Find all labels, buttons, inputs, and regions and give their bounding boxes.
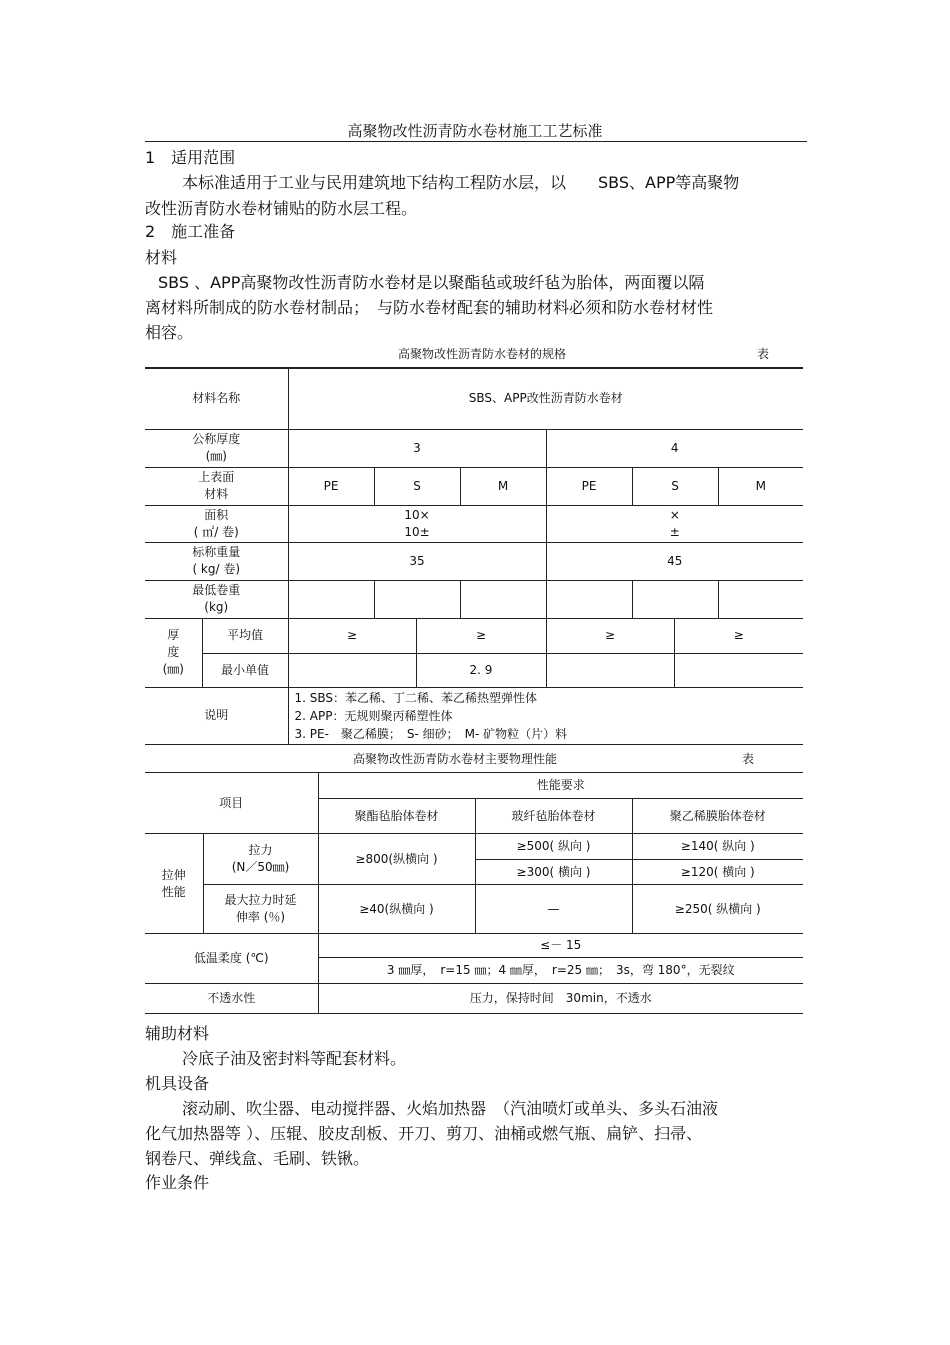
section-2-heading: 2 施工准备 xyxy=(145,222,236,241)
document-title: 高聚物改性沥青防水卷材施工工艺标准 xyxy=(347,122,603,140)
spec-minroll-cell xyxy=(288,580,374,618)
prop-col-pe: 聚乙稀膜胎体卷材 xyxy=(632,799,803,834)
spec-avg-label: 平均值 xyxy=(202,618,288,653)
spec-avg-cell: ≥ xyxy=(546,618,674,653)
spec-note-line: 3. PE- 聚乙稀膜； S- 细砂； M- 矿物粒（片）料 xyxy=(294,726,568,741)
table1-caption-suffix: 表 xyxy=(757,347,770,361)
section-1-paragraph-line1: 本标准适用于工业与民用建筑地下结构工程防水层，以 SBS、APP等高聚物 xyxy=(182,173,740,192)
prop-item-label: 项目 xyxy=(145,773,318,834)
spec-minroll-cell xyxy=(374,580,460,618)
prop-lowtemp-value: ≤－ 15 xyxy=(318,934,803,958)
spec-header-name: 材料名称 xyxy=(145,368,288,429)
spec-weight-4: 45 xyxy=(546,542,803,580)
prop-col-glass: 玻纤毡胎体卷材 xyxy=(475,799,632,834)
prop-force-glass-trans: ≥300( 横向 ) xyxy=(475,860,632,885)
spec-surface-cell: M xyxy=(460,467,546,505)
spec-minroll-cell xyxy=(718,580,803,618)
spec-surface-cell: PE xyxy=(288,467,374,505)
spec-table xyxy=(145,367,803,745)
tools-paragraph-line3: 钢卷尺、弹线盒、毛刷、铁锹。 xyxy=(145,1149,370,1168)
spec-surface-cell: S xyxy=(374,467,460,505)
materials-heading: 材料 xyxy=(145,248,178,267)
aux-materials-paragraph: 冷底子油及密封料等配套材料。 xyxy=(182,1049,407,1068)
section-1-paragraph-line2: 改性沥青防水卷材铺贴的防水层工程。 xyxy=(145,199,418,218)
spec-avg-cell: ≥ xyxy=(288,618,416,653)
spec-surface-cell: S xyxy=(632,467,718,505)
spec-area-3: 10× 10± xyxy=(288,505,546,542)
prop-force-label: 拉力 (N／50㎜) xyxy=(203,834,318,885)
aux-materials-heading: 辅助材料 xyxy=(145,1024,210,1043)
spec-area-label: 面积 ( ㎡/ 卷) xyxy=(145,505,288,542)
spec-area-4: × ± xyxy=(546,505,803,542)
table2-caption: 高聚物改性沥青防水卷材主要物理性能 xyxy=(353,752,558,766)
prop-force-glass-long: ≥500( 纵向 ) xyxy=(475,834,632,860)
tools-paragraph-line2: 化气加热器等 ）、压辊、胶皮刮板、开刀、剪刀、油桶或燃气瓶、扁铲、扫帚、 xyxy=(145,1124,703,1143)
spec-minroll-cell xyxy=(632,580,718,618)
materials-paragraph-line2: 离材料所制成的防水卷材制品； 与防水卷材配套的辅助材料必须和防水卷材材性 xyxy=(145,298,714,317)
prop-elong-glass: — xyxy=(475,885,632,934)
prop-force-polyester: ≥800(纵横向 ) xyxy=(318,834,475,885)
prop-tensile-label: 拉伸 性能 xyxy=(145,834,203,934)
spec-weight-3: 35 xyxy=(288,542,546,580)
property-table xyxy=(145,772,803,1014)
spec-thickness-3: 3 xyxy=(288,429,546,467)
spec-surface-cell: PE xyxy=(546,467,632,505)
spec-minroll-cell xyxy=(546,580,632,618)
prop-perf-label: 性能要求 xyxy=(318,773,803,799)
spec-note-line: 2. APP：无规则聚丙稀塑性体 xyxy=(294,708,453,723)
table1-caption: 高聚物改性沥青防水卷材的规格 xyxy=(398,347,567,361)
spec-avg-cell: ≥ xyxy=(674,618,803,653)
materials-paragraph-line1: SBS 、APP高聚物改性沥青防水卷材是以聚酯毡或玻纤毡为胎体，两面覆以隔 xyxy=(158,273,705,292)
prop-elong-polyester: ≥40(纵横向 ) xyxy=(318,885,475,934)
prop-impermeable-label: 不透水性 xyxy=(145,984,318,1014)
spec-min-label: 最小单值 xyxy=(202,653,288,687)
section-1-heading: 1 适用范围 xyxy=(145,148,236,167)
spec-minroll-label: 最低卷重 (kg) xyxy=(145,580,288,618)
tools-heading: 机具设备 xyxy=(145,1074,210,1093)
work-conditions-heading: 作业条件 xyxy=(145,1173,210,1192)
prop-elong-label: 最大拉力时延 伸率 (％) xyxy=(203,885,318,934)
spec-notes xyxy=(288,687,803,744)
prop-force-pe-trans: ≥120( 横向 ) xyxy=(632,860,803,885)
spec-avg-cell: ≥ xyxy=(416,618,546,653)
tools-paragraph-line1: 滚动刷、吹尘器、电动搅拌器、火焰加热器 （汽油喷灯或单头、多头石油液 xyxy=(182,1099,719,1118)
spec-min-cell xyxy=(546,653,674,687)
spec-thickness-label: 公称厚度 (㎜) xyxy=(145,429,288,467)
spec-min-cell: 2. 9 xyxy=(416,653,546,687)
spec-surface-label: 上表面 材料 xyxy=(145,467,288,505)
prop-force-pe-long: ≥140( 纵向 ) xyxy=(632,834,803,860)
prop-lowtemp-label: 低温柔度 (℃) xyxy=(145,934,318,984)
prop-elong-pe: ≥250( 纵横向 ) xyxy=(632,885,803,934)
materials-paragraph-line3: 相容。 xyxy=(145,323,194,342)
spec-weight-label: 标称重量 ( kg/ 卷) xyxy=(145,542,288,580)
title-underline xyxy=(145,141,807,142)
prop-col-polyester: 聚酯毡胎体卷材 xyxy=(318,799,475,834)
prop-lowtemp-detail: 3 ㎜厚， r=15 ㎜；4 ㎜厚， r=25 ㎜； 3s，弯 180°，无裂纹 xyxy=(318,958,803,984)
spec-thick-label: 厚 度 (㎜) xyxy=(145,618,202,687)
spec-min-cell xyxy=(674,653,803,687)
spec-min-cell xyxy=(288,653,416,687)
spec-note-line: 1. SBS：苯乙稀、丁二稀、苯乙稀热塑弹性体 xyxy=(294,690,538,705)
spec-thickness-4: 4 xyxy=(546,429,803,467)
spec-surface-cell: M xyxy=(718,467,803,505)
table2-caption-suffix: 表 xyxy=(742,752,755,766)
spec-header-product: SBS、APP改性沥青防水卷材 xyxy=(288,368,803,429)
prop-impermeable-value: 压力，保持时间 30min，不透水 xyxy=(318,984,803,1014)
spec-minroll-cell xyxy=(460,580,546,618)
spec-note-label: 说明 xyxy=(145,687,288,744)
